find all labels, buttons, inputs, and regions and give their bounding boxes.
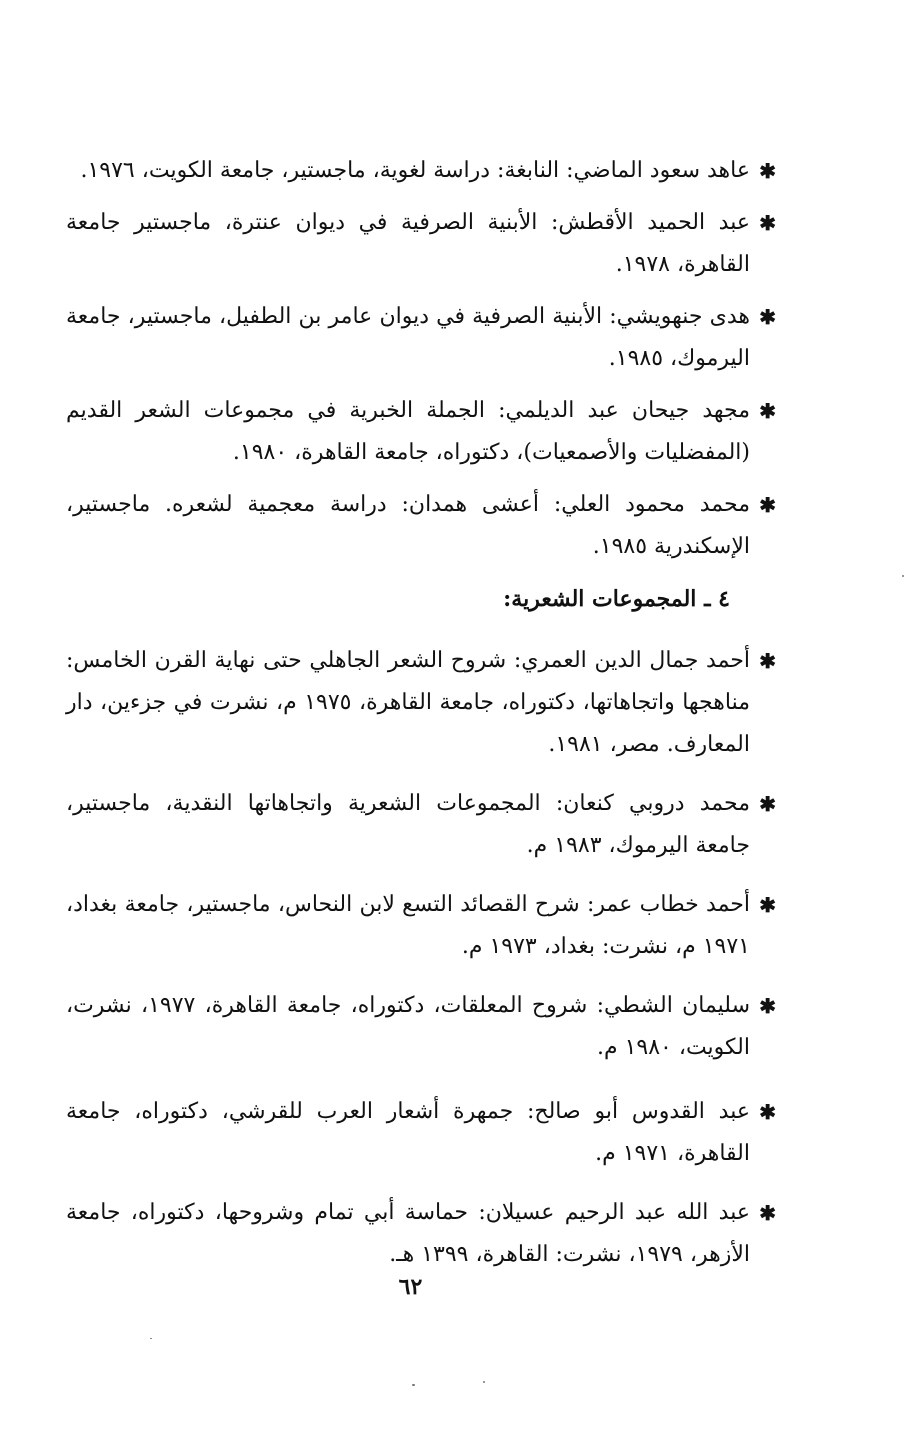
bibliography-entry — [66, 1091, 776, 1175]
bibliography-entry — [66, 783, 776, 867]
asterisk-bullet-icon: ✱ — [759, 159, 776, 183]
asterisk-bullet-icon: ✱ — [759, 399, 776, 423]
entry-text: عبد الله عبد الرحيم عسيلان: حماسة أبي تمام وشروحها، دكتوراه، جامعة الأزهر، ١٩٧٩، نشرت: القاهرة، ١٣٩٩ هـ. — [66, 1200, 750, 1267]
asterisk-bullet-icon: ✱ — [759, 211, 776, 235]
bibliography-entry — [66, 296, 776, 380]
asterisk-bullet-icon: ✱ — [759, 1201, 776, 1225]
page-number: ٦٢ — [398, 1274, 423, 1300]
bibliography-text — [66, 150, 776, 1293]
entry-text: محمد محمود العلي: أعشى همدان: دراسة معجمية لشعره. ماجستير، الإسكندرية ١٩٨٥. — [66, 492, 750, 559]
asterisk-bullet-icon: ✱ — [759, 493, 776, 517]
section-heading: ٤ ـ المجموعات الشعرية: — [503, 586, 730, 612]
entry-text: مجهد جيحان عبد الديلمي: الجملة الخبرية في مجموعات الشعر القديم (المفضليات والأصمعيات)، دكتوراه، جامعة القاهرة، ١٩٨٠. — [66, 398, 750, 465]
scan-speck — [902, 575, 904, 577]
asterisk-bullet-icon: ✱ — [759, 893, 776, 917]
scan-speck — [483, 1381, 485, 1383]
bibliography-entry — [66, 150, 776, 192]
entry-text: أحمد خطاب عمر: شرح القصائد التسع لابن النحاس، ماجستير، جامعة بغداد، ١٩٧١ م، نشرت: بغداد، ١٩٧٣ م. — [66, 892, 750, 959]
scan-speck — [150, 1338, 152, 1339]
asterisk-bullet-icon: ✱ — [759, 792, 776, 816]
asterisk-bullet-icon: ✱ — [759, 649, 776, 673]
entry-text: عبد القدوس أبو صالح: جمهرة أشعار العرب للقرشي، دكتوراه، جامعة القاهرة، ١٩٧١ م. — [66, 1099, 750, 1166]
asterisk-bullet-icon: ✱ — [759, 1100, 776, 1124]
bibliography-entry — [66, 985, 776, 1069]
entry-text: هدى جنهويشي: الأبنية الصرفية في ديوان عامر بن الطفيل، ماجستير، جامعة اليرموك، ١٩٨٥. — [66, 304, 750, 371]
bibliography-entry — [66, 1192, 776, 1276]
entry-text: سليمان الشطي: شروح المعلقات، دكتوراه، جامعة القاهرة، ١٩٧٧، نشرت، الكويت، ١٩٨٠ م. — [66, 993, 750, 1060]
entry-text: محمد دروبي كنعان: المجموعات الشعرية واتجاهاتها النقدية، ماجستير، جامعة اليرموك، ١٩٨٣ م. — [66, 791, 750, 858]
entry-text: عاهد سعود الماضي: النابغة: دراسة لغوية، ماجستير، جامعة الكويت، ١٩٧٦. — [80, 158, 750, 183]
entry-text: عبد الحميد الأقطش: الأبنية الصرفية في ديوان عنترة، ماجستير جامعة القاهرة، ١٩٧٨. — [66, 210, 750, 277]
bibliography-entry — [66, 884, 776, 968]
entry-text: أحمد جمال الدين العمري: شروح الشعر الجاهلي حتى نهاية القرن الخامس: مناهجها واتجاهاتها، دكتوراه، جامعة القاهرة، ١٩٧٥ م، نشرت في جزءين، دار المعارف. مصر، ١٩٨١. — [66, 648, 750, 757]
scan-speck — [412, 1384, 415, 1386]
bibliography-entry — [66, 202, 776, 286]
asterisk-bullet-icon: ✱ — [759, 994, 776, 1018]
bibliography-entry — [66, 484, 776, 568]
bibliography-entry — [66, 640, 776, 766]
asterisk-bullet-icon: ✱ — [759, 305, 776, 329]
bibliography-entry — [66, 390, 776, 474]
